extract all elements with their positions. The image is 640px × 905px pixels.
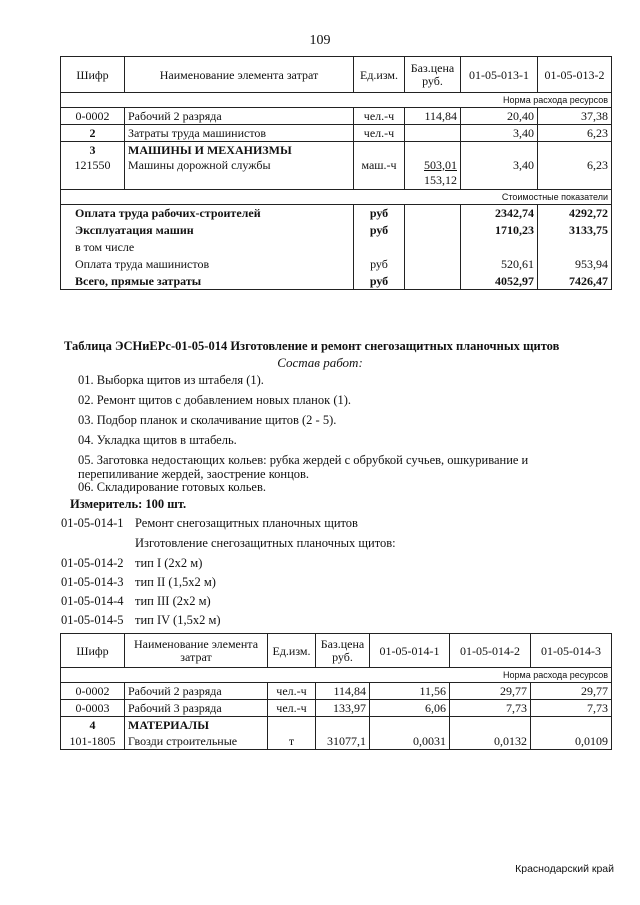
col-header-price: Баз.цена руб. xyxy=(405,57,461,93)
work-item: 05. Заготовка недостающих кольев: рубка жердей с обрубкой сучьев, ошкуривание и xyxy=(78,453,529,467)
page-number: 109 xyxy=(309,33,331,48)
col-header-price: Баз.цена руб. xyxy=(316,634,370,668)
work-item: 04. Укладка щитов в штабель. xyxy=(78,433,237,447)
summary-row: Оплата труда машинистов руб 520,61 953,94 xyxy=(61,256,612,273)
col-header-014-3: 01-05-014-3 xyxy=(531,634,612,668)
work-item: 03. Подбор планок и сколачивание щитов (2 - 5). xyxy=(78,413,337,427)
code-line: 01-05-014-3 тип II (1,5х2 м) xyxy=(61,575,216,589)
summary-row: Всего, прямые затраты руб 4052,97 7426,47 xyxy=(61,273,612,290)
col-header-013-2: 01-05-013-2 xyxy=(538,57,612,93)
code-line: 01-05-014-2 тип I (2х2 м) xyxy=(61,556,203,570)
norma-label: Норма расхода ресурсов xyxy=(61,668,612,683)
col-header-013-1: 01-05-013-1 xyxy=(461,57,538,93)
table-title: Таблица ЭСНиЕРс-01-05-014 Изготовление и ремонт снегозащитных планочных щитов xyxy=(64,339,560,353)
summary-row: Оплата труда рабочих-строителей руб 2342,74 4292,72 xyxy=(61,205,612,222)
cost-label: Стоимостные показатели xyxy=(61,190,612,205)
table-header-row xyxy=(61,57,612,93)
col-header-unit: Ед.изм. xyxy=(268,634,316,668)
col-header-014-2: 01-05-014-2 xyxy=(450,634,531,668)
table-row: 0-0003 Рабочий 3 разряда чел.-ч 133,97 6,06 7,73 7,73 xyxy=(61,700,612,717)
summary-row: Эксплуатация машин руб 1710,23 3133,75 xyxy=(61,222,612,239)
col-header-name: Наименование элемента затрат xyxy=(125,634,268,668)
col-header-unit: Ед.изм. xyxy=(354,57,405,93)
section-machines: МАШИНЫ И МЕХАНИЗМЫ xyxy=(125,142,354,158)
table-row: 121550 Машины дорожной службы маш.-ч 503,01 153,12 3,40 6,23 xyxy=(61,158,612,190)
code-line: 01-05-014-5 тип IV (1,5х2 м) xyxy=(61,613,221,627)
table-row: 3 МАШИНЫ И МЕХАНИЗМЫ xyxy=(61,142,612,158)
work-item: 01. Выборка щитов из штабеля (1). xyxy=(78,373,264,387)
table-header-row xyxy=(61,634,612,668)
code-line: 01-05-014-4 тип III (2х2 м) xyxy=(61,594,211,608)
norma-label: Норма расхода ресурсов xyxy=(61,93,612,108)
table-row: 101-1805 Гвозди строительные т 31077,1 0,0031 0,0132 0,0109 xyxy=(61,733,612,750)
work-item: 02. Ремонт щитов с добавлением новых планок (1). xyxy=(78,393,352,407)
work-item: 06. Складирование готовых кольев. xyxy=(78,480,266,494)
resource-table-014 xyxy=(60,633,612,750)
summary-row: в том числе xyxy=(61,239,612,256)
code-line: Изготовление снегозащитных планочных щитов: xyxy=(135,536,396,550)
work-item-continued: перепиливание жердей, заострение концов. xyxy=(78,467,310,481)
col-header-code: Шифр xyxy=(61,634,125,668)
measure-unit: Измеритель: 100 шт. xyxy=(70,497,187,511)
table-row: 0-0002 Рабочий 2 разряда чел.-ч 114,84 20,40 37,38 xyxy=(61,108,612,125)
code-line: 01-05-014-1 Ремонт снегозащитных планочных щитов xyxy=(61,516,358,530)
table-row: 4 МАТЕРИАЛЫ xyxy=(61,717,612,733)
resource-table-013 xyxy=(60,56,612,290)
section-materials: МАТЕРИАЛЫ xyxy=(125,717,268,733)
table-row: 2 Затраты труда машинистов чел.-ч 3,40 6,23 xyxy=(61,125,612,142)
col-header-014-1: 01-05-014-1 xyxy=(370,634,450,668)
footer-region: Краснодарский край xyxy=(515,863,614,875)
col-header-code: Шифр xyxy=(61,57,125,93)
col-header-name: Наименование элемента затрат xyxy=(125,57,354,93)
work-composition-heading: Состав работ: xyxy=(277,355,363,370)
table-row: 0-0002 Рабочий 2 разряда чел.-ч 114,84 11,56 29,77 29,77 xyxy=(61,683,612,700)
